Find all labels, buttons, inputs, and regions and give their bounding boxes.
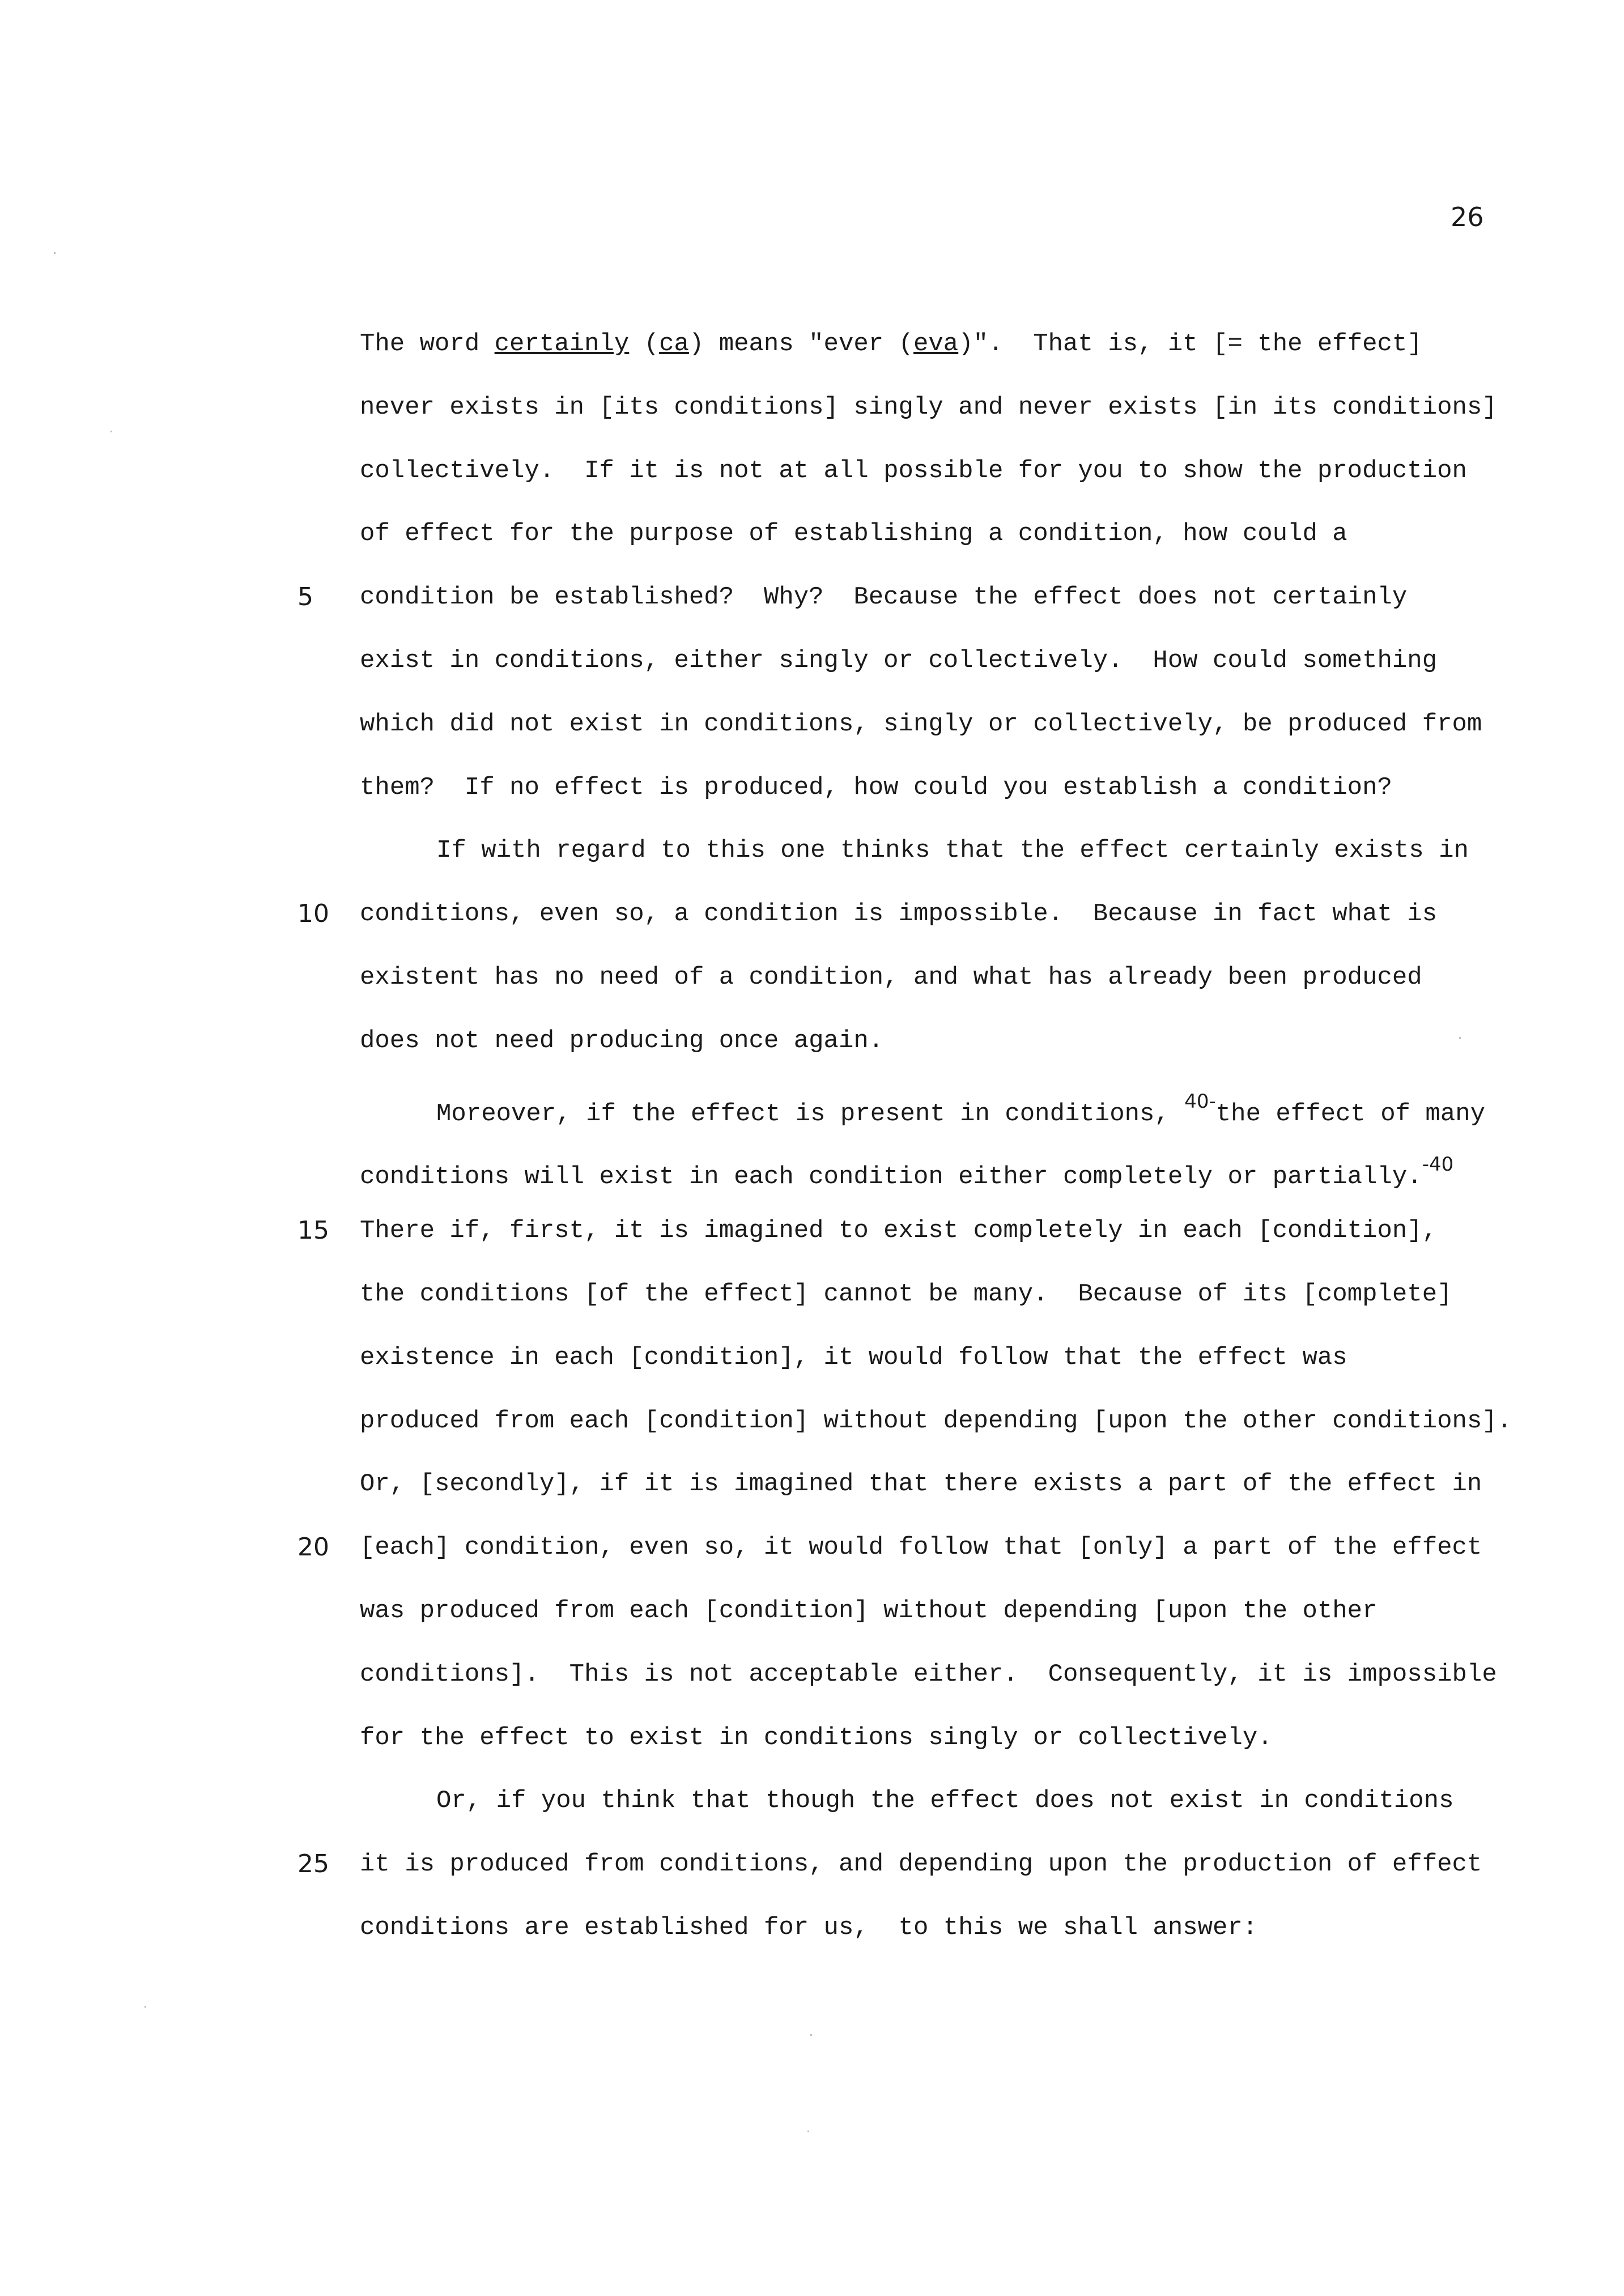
line-text: [360, 1279, 1452, 1308]
text-line: [360, 1662, 1578, 1725]
text-segment: (: [629, 330, 660, 358]
text-segment: for the effect to exist in conditions singly or collectively.: [360, 1723, 1273, 1752]
line-text: [360, 775, 1392, 800]
text-line: [297, 1533, 1578, 1598]
text-segment: There if, first, it is imagined to exist completely in each [condition],: [360, 1217, 1438, 1245]
text-line: [360, 648, 1578, 712]
scan-speck: [810, 2034, 812, 2036]
page-number: 26: [1451, 202, 1484, 232]
scan-speck: [144, 2006, 146, 2008]
text-line: [297, 899, 1578, 965]
text-line: [360, 838, 1578, 902]
text-line: [360, 1345, 1578, 1409]
line-text: [360, 1852, 1482, 1877]
line-text: [360, 395, 1497, 420]
text-segment: does not need producing once again.: [360, 1026, 884, 1055]
text-segment: conditions, even so, a condition is impossible. Because in fact what is: [360, 900, 1438, 929]
text-segment: them? If no effect is produced, how could you establish a condition?: [360, 773, 1392, 802]
line-text: [360, 585, 1407, 610]
text-segment: [each] condition, even so, it would follow that [only] a part of the effect: [360, 1533, 1482, 1562]
line-number: 5: [297, 582, 313, 612]
text-segment: existent has no need of a condition, and what has already been produced: [360, 963, 1422, 992]
text-line: [360, 1092, 1578, 1155]
text-segment: Moreover, if the effect is present in conditions,: [436, 1099, 1185, 1128]
underlined-term: ca: [659, 330, 689, 358]
text-segment: conditions]. This is not acceptable either. Consequently, it is impossible: [360, 1660, 1497, 1689]
line-text: [360, 1470, 1482, 1499]
text-segment: produced from each [condition] without depending [upon the other conditions].: [360, 1406, 1512, 1435]
text-segment: The word: [360, 330, 495, 358]
text-segment: )". That is, it [= the effect]: [958, 330, 1422, 358]
text-line: [360, 458, 1578, 522]
text-line: [297, 1216, 1578, 1282]
line-number: 15: [297, 1216, 329, 1245]
text-line: [360, 1406, 1578, 1472]
text-line: [360, 1725, 1578, 1789]
text-line: [360, 1598, 1578, 1662]
text-segment: conditions will exist in each condition either completely or partially.: [360, 1163, 1422, 1192]
line-text: [436, 1788, 1454, 1813]
underlined-term: eva: [913, 330, 959, 358]
line-text: [360, 965, 1422, 990]
text-segment: existence in each [condition], it would follow that the effect was: [360, 1343, 1347, 1372]
line-text: [360, 1598, 1378, 1623]
text-line: [360, 1472, 1578, 1535]
text-segment: exist in conditions, either singly or collectively. How could something: [360, 646, 1438, 675]
text-line: [360, 965, 1578, 1028]
text-line: [360, 1028, 1578, 1092]
line-number: 10: [297, 899, 329, 929]
text-segment: was produced from each [condition] without depending [upon the other: [360, 1596, 1378, 1625]
text-segment: which did not exist in conditions, singly or collectively, be produced from: [360, 709, 1482, 738]
line-text: [360, 520, 1347, 549]
line-text: [436, 838, 1469, 863]
text-segment: Or, if you think that though the effect does not exist in conditions: [436, 1787, 1454, 1815]
line-text: [360, 1535, 1482, 1560]
footnote-marker: -40: [1422, 1153, 1454, 1176]
text-segment: collectively. If it is not at all possible for you to show the production: [360, 456, 1467, 485]
line-text: [360, 1028, 883, 1053]
text-segment: condition be established? Why? Because the effect does not certainly: [360, 583, 1408, 612]
text-line: [360, 709, 1578, 775]
body-text: [297, 330, 1578, 1979]
text-segment: never exists in [its conditions] singly and never exists [in its conditions]: [360, 393, 1497, 422]
line-text: [360, 1662, 1497, 1687]
line-number: 25: [297, 1849, 329, 1879]
text-segment: the conditions [of the effect] cannot be many. Because of its [complete]: [360, 1279, 1452, 1308]
scan-speck: [807, 2131, 809, 2132]
text-line: [360, 395, 1578, 458]
line-text: [360, 648, 1437, 673]
text-line: [360, 521, 1578, 585]
text-segment: conditions are established for us, to this we shall answer:: [360, 1913, 1258, 1942]
line-text: [360, 1153, 1454, 1192]
text-line: [297, 582, 1578, 648]
text-segment: Or, [secondly], if it is imagined that there exists a part of the effect in: [360, 1470, 1482, 1499]
line-text: [360, 900, 1438, 929]
text-line: [360, 1788, 1578, 1852]
text-segment: ) means "ever (: [688, 330, 913, 358]
line-text: [360, 1915, 1257, 1940]
text-segment: it is produced from conditions, and depending upon the production of effect: [360, 1850, 1482, 1879]
text-line: [360, 331, 1578, 395]
scan-speck: [54, 252, 56, 254]
line-text: [360, 458, 1467, 483]
underlined-term: certainly: [494, 330, 630, 358]
line-text: [360, 1345, 1347, 1370]
line-text: [436, 1092, 1485, 1126]
text-segment: of effect for the purpose of establishing a condition, how could a: [360, 520, 1347, 549]
text-segment: If with regard to this one thinks that the effect certainly exists in: [436, 836, 1469, 865]
text-segment: the effect of many: [1215, 1099, 1486, 1128]
scan-speck: [1459, 1037, 1461, 1039]
text-line: [360, 1279, 1578, 1345]
text-line: [360, 775, 1578, 839]
line-text: [360, 709, 1482, 738]
text-line: [360, 1155, 1578, 1218]
line-text: [360, 1406, 1512, 1435]
line-text: [360, 1725, 1273, 1750]
text-line: [360, 1915, 1578, 1979]
line-text: [360, 1218, 1437, 1243]
scan-speck: [110, 431, 112, 432]
line-number: 20: [297, 1533, 329, 1562]
text-line: [297, 1849, 1578, 1915]
line-text: [360, 331, 1422, 356]
footnote-marker: 40-: [1184, 1090, 1216, 1113]
